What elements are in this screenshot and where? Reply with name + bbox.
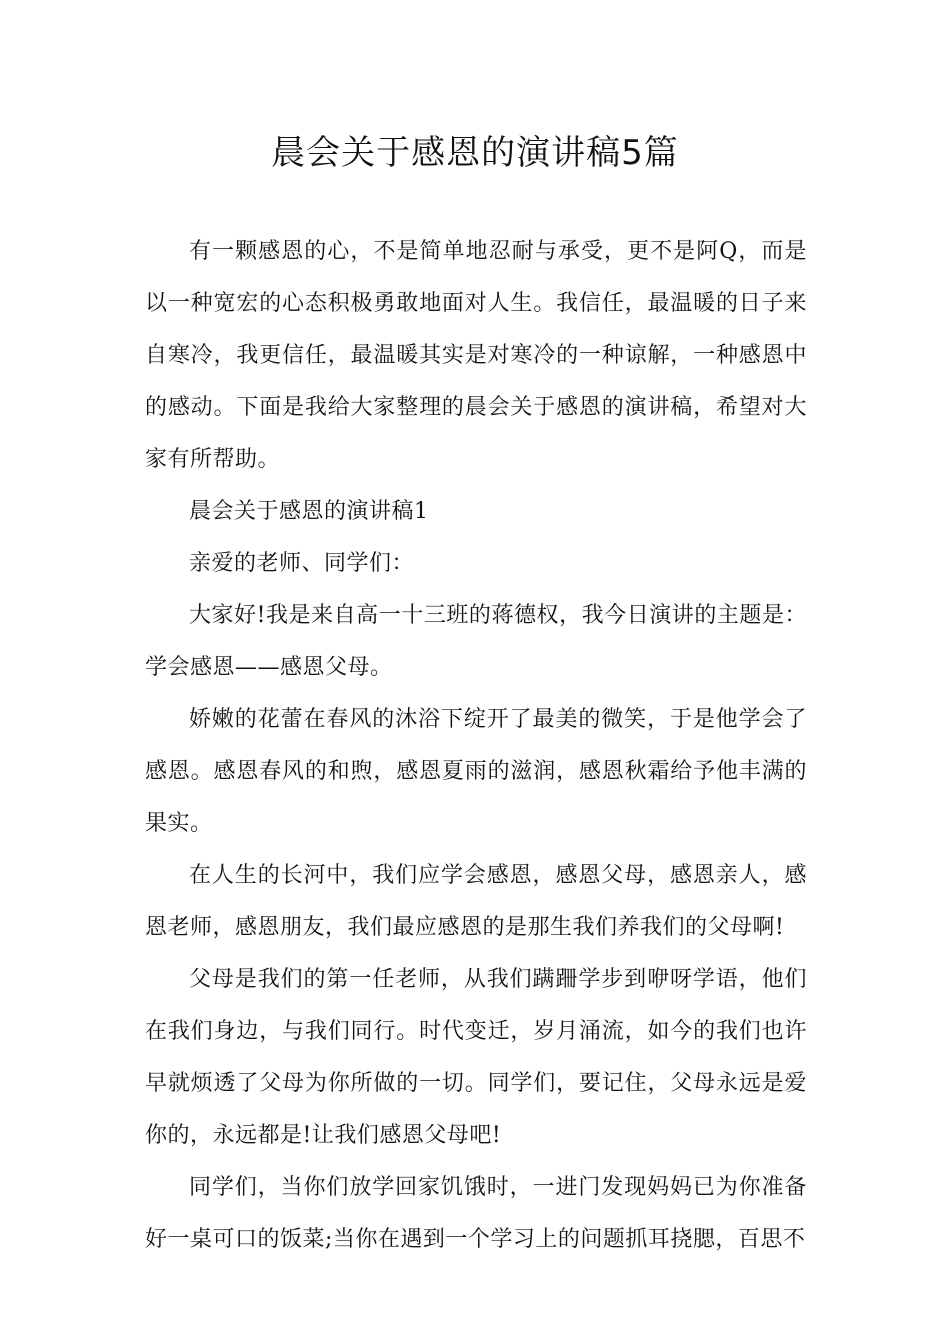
body-paragraph: 父母是我们的第一任老师，从我们蹒跚学步到咿呀学语，他们在我们身边，与我们同行。时代变迁，岁月涌流，如今的我们也许早就烦透了父母为你所做的一切。同学们，要记住，父母永远是爱你的，永远都是!让我们感恩父母吧!	[145, 967, 807, 1148]
body-paragraph: 同学们，当你们放学回家饥饿时，一进门发现妈妈已为你准备好一桌可口的饭菜;当你在遇到一个学习上的问题抓耳挠腮，百思不	[145, 1175, 807, 1252]
document-title: 晨会关于感恩的演讲稿5篇	[271, 133, 679, 173]
section-heading: 晨会关于感恩的演讲稿1	[189, 499, 429, 524]
intro-paragraph: 有一颗感恩的心，不是简单地忍耐与承受，更不是阿Q，而是以一种宽宏的心态积极勇敢地面对人生。我信任，最温暖的日子来自寒冷，我更信任，最温暖其实是对寒冷的一种谅解，一种感恩中的感动。下面是我给大家整理的晨会关于感恩的演讲稿，希望对大家有所帮助。	[145, 239, 807, 472]
body-paragraph: 在人生的长河中，我们应学会感恩，感恩父母，感恩亲人，感恩老师，感恩朋友，我们最应感恩的是那生我们养我们的父母啊!	[145, 863, 807, 940]
document-body	[145, 226, 807, 1266]
body-paragraph: 娇嫩的花蕾在春风的沐浴下绽开了最美的微笑，于是他学会了感恩。感恩春风的和煦，感恩夏雨的滋润，感恩秋霜给予他丰满的果实。	[145, 707, 807, 836]
body-paragraph: 大家好!我是来自高一十三班的蒋德权，我今日演讲的主题是：学会感恩——感恩父母。	[145, 603, 807, 680]
salutation: 亲爱的老师、同学们：	[189, 551, 415, 576]
